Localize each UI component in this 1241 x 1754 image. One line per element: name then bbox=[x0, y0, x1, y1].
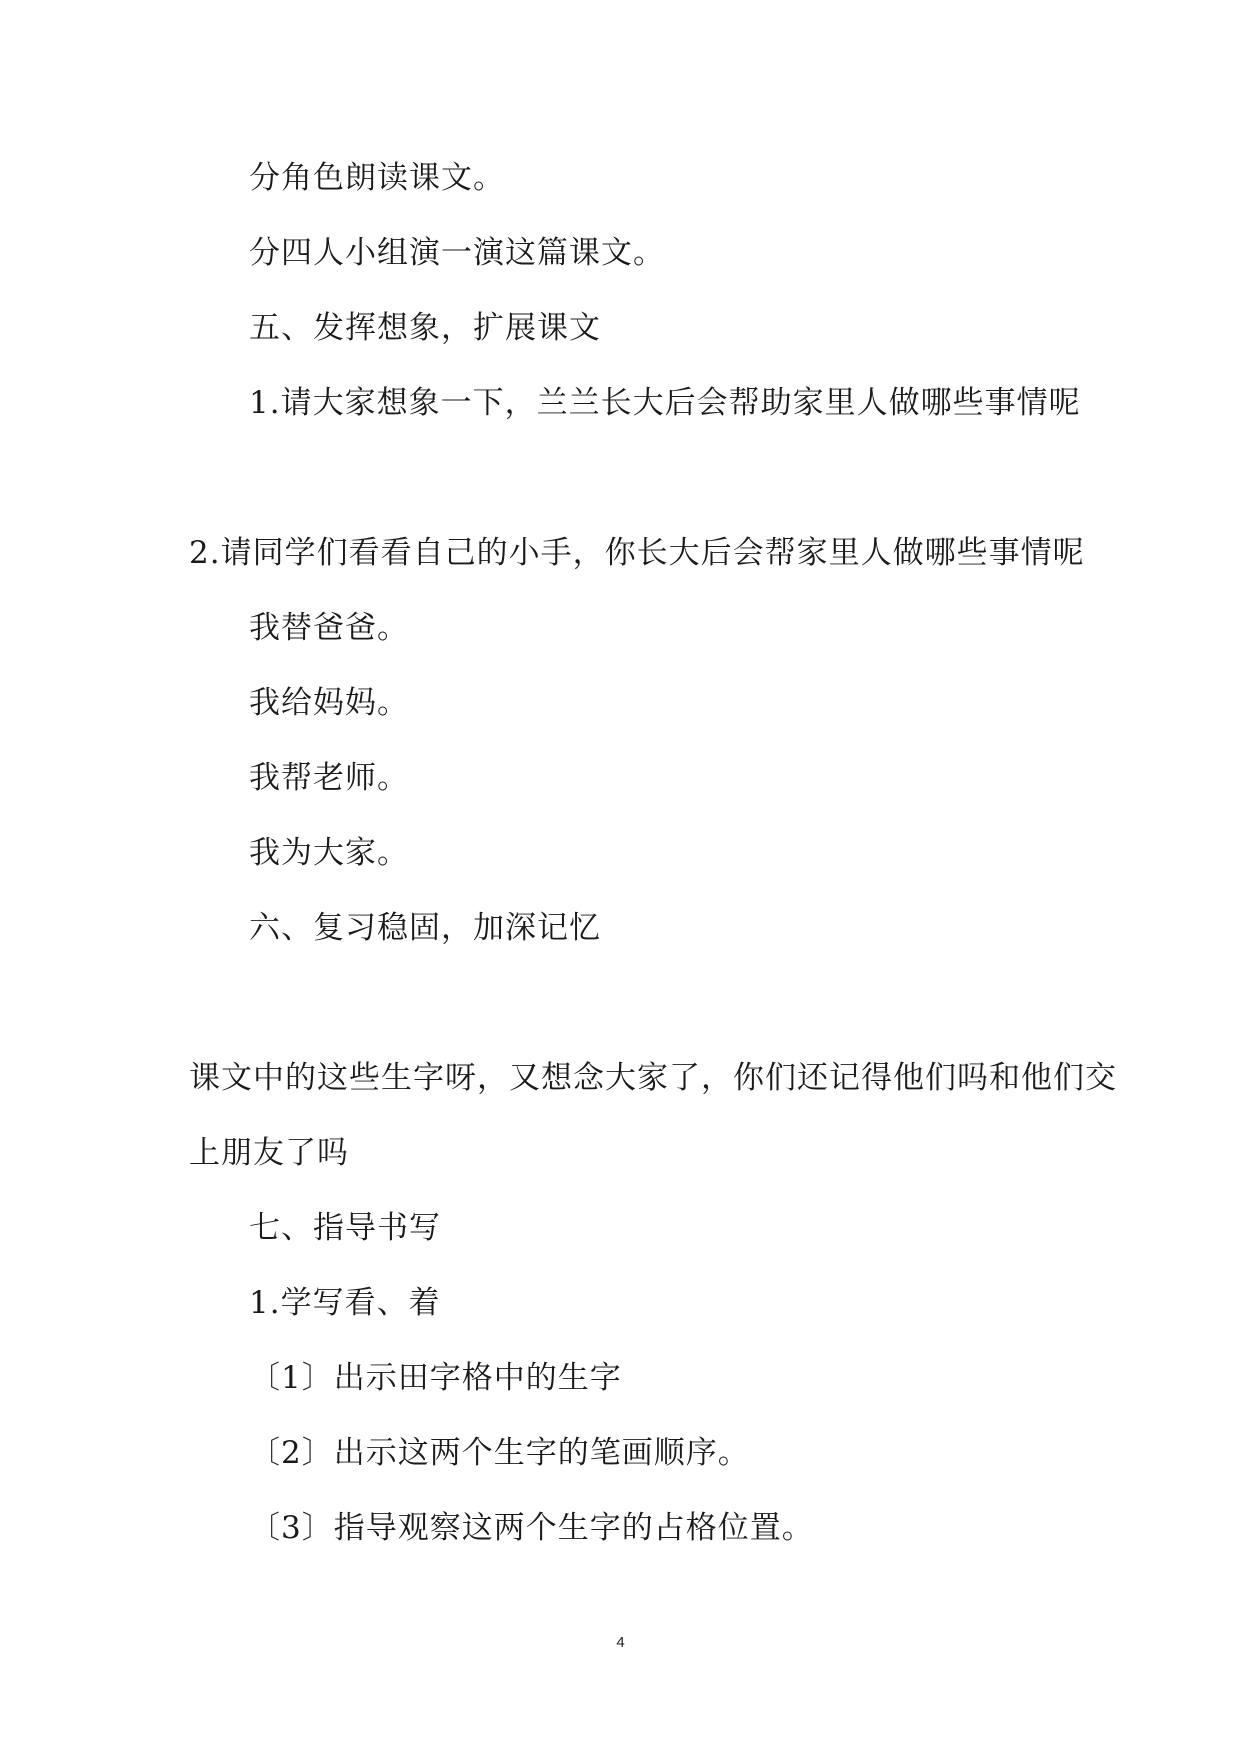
text-line: 〔2〕出示这两个生字的笔画顺序。 bbox=[249, 1435, 750, 1471]
section-heading: 七、指导书写 bbox=[249, 1210, 441, 1246]
section-heading: 六、复习稳固，加深记忆 bbox=[249, 910, 601, 946]
text-line: 〔1〕出示田字格中的生字 bbox=[249, 1360, 622, 1396]
section-heading: 五、发挥想象，扩展课文 bbox=[249, 310, 601, 346]
text-line: 我为大家。 bbox=[249, 835, 409, 871]
text-line: 上朋友了吗 bbox=[189, 1135, 349, 1171]
text-line: 1.请大家想象一下，兰兰长大后会帮助家里人做哪些事情呢 bbox=[249, 385, 1081, 421]
text-line: 我给妈妈。 bbox=[249, 685, 409, 721]
text-line: 我帮老师。 bbox=[249, 760, 409, 796]
text-line: 分四人小组演一演这篇课文。 bbox=[249, 235, 665, 271]
text-line: 〔3〕指导观察这两个生字的占格位置。 bbox=[249, 1510, 814, 1546]
text-line: 课文中的这些生字呀，又想念大家了，你们还记得他们吗和他们交 bbox=[189, 1060, 1117, 1096]
text-line: 2.请同学们看看自己的小手，你长大后会帮家里人做哪些事情呢 bbox=[189, 535, 1085, 571]
text-line: 分角色朗读课文。 bbox=[249, 160, 505, 196]
page-number: 4 bbox=[616, 1634, 625, 1651]
text-line: 我替爸爸。 bbox=[249, 610, 409, 646]
text-line: 1.学写看、着 bbox=[249, 1285, 441, 1321]
